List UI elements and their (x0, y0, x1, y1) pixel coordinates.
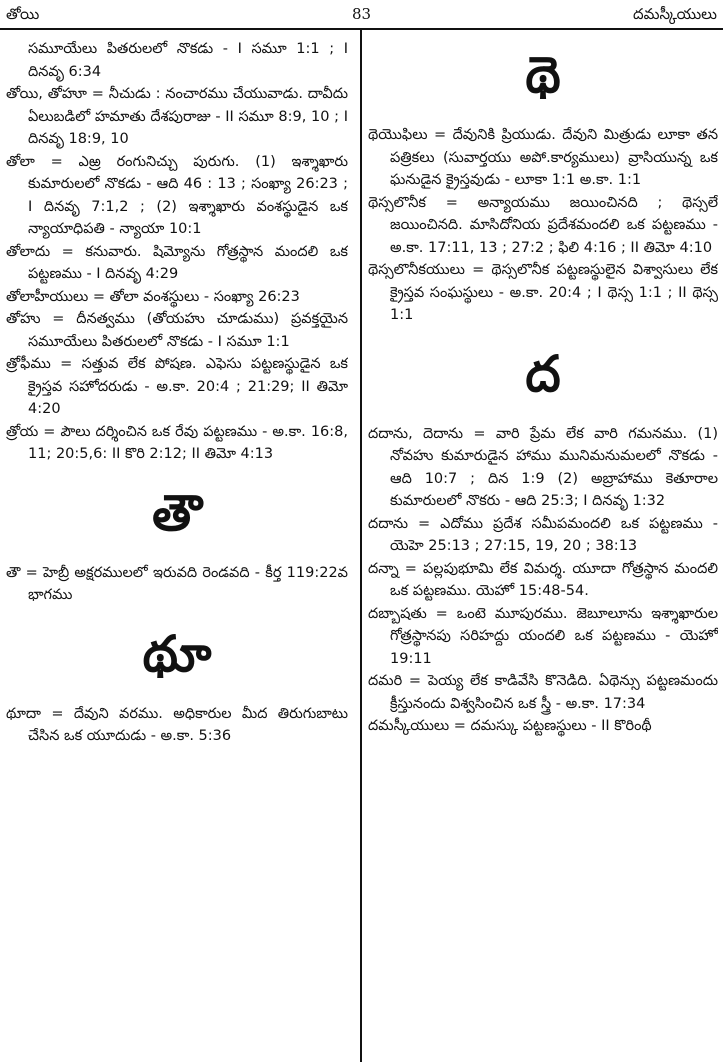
left-column (6, 38, 348, 1060)
page-number: 83 (351, 5, 372, 23)
dictionary-entry: దమరి = పెయ్య లేక కాడివేసి కొనెడిది. ఏథెన్సు పట్టణమందు క్రీస్తునందు విశ్వసించిన ఒక స్త్రీ - అ.కా. 17:34 (368, 673, 718, 712)
dictionary-entry: థూదా = దేవుని వరము. అధికారుల మీద తిరుగుబాటు చేసిన ఒక యూదుడు - అ.కా. 5:36 (6, 705, 348, 744)
dictionary-entry: దబ్బాషతు = ఒంటె మూపురము. జెబూలూను ఇశ్శాఖారుల గోత్రస్థానపు సరిహద్దు యందలి ఒక పట్టణము - యెహో 19:11 (368, 605, 718, 667)
dictionary-entry: దదాను, దెదాను = వారి ప్రేమ లేక వారి గమనము. (1) నోవహు కుమారుడైన హాము మునిమనుమలలో నొకడు - ఆది 10:7 ; దిన 1:9 (2) అబ్రాహాము కెతూరాల కుమారులలో నొకరు - ఆది 25:3; I దినవృ 1:32 (368, 425, 718, 509)
right-column (368, 38, 718, 1060)
dictionary-entry: థెస్సలొనీక = అన్యాయము జయించినది ; థెస్సలే జయించినది. మాసిదోనియ ప్రదేశమందలి ఒక పట్టణము - అ.కా. 17:11, 13 ; 27:2 ; ఫిలి 4:16 ; II తిమో 4:10 (368, 194, 718, 256)
dictionary-entry: తోలాదు = కనువారు. షిమ్యోను గోత్రస్థాన మందలి ఒక పట్టణము - I దినవృ 4:29 (6, 243, 348, 282)
running-head-left: తోయి (6, 5, 40, 23)
dictionary-entry: తోహు = దీనత్వము (తోయహు చూడుము) ప్రవక్తయైన సమూయేలు పితరులలో నొకడు - I సమూ 1:1 (6, 311, 348, 350)
dictionary-entry: థెస్సలొనీకయులు = థెస్సలొనీక పట్టణస్థులైన విశ్వాసులు లేక క్రైస్తవ సంఘస్థులు - అ.కా. 20:4 ; I థెస్స 1:1 ; II థెస్స 1:1 (368, 262, 718, 323)
column-divider (360, 30, 362, 1062)
dictionary-entry: తోలాహీయులు = తోలా వంశస్థులు - సంఖ్యా 26:23 (6, 288, 300, 305)
section-letter-heading: థె (525, 46, 561, 104)
dictionary-entry: త్రోఫీము = సత్తువ లేక పోషణ. ఎఫెసు పట్టణస్థుడైన ఒక క్రైస్తవ సహోదరుడు - అ.కా. 20:4 ; 21:29; II తిమో 4:20 (6, 356, 348, 417)
dictionary-entry: థెయొఫిలు = దేవునికి ప్రియుడు. దేవుని మిత్రుడు లూకా తన పత్రికలు (సువార్తయు అపో.కార్యములు) వ్రాసియున్న ఒక ఘనుడైన క్రైస్తవుడు - లూకా 1:1 అ.కా. 1:1 (368, 127, 718, 188)
section-letter-heading: తౌ (152, 483, 202, 542)
section-letter-heading: ద (525, 344, 561, 403)
dictionary-entry: దన్నా = పల్లపుభూమి లేక విమర్శ. యూదా గోత్రస్థాన మందలి ఒక పట్టణము. యెహో 15:48-54. (368, 560, 718, 599)
dictionary-entry: త్రోయ = పౌలు దర్శించిన ఒక రేవు పట్టణము - అ.కా. 16:8, 11; 20:5,6: II కొరి 2:12; II తిమో 4:13 (6, 423, 348, 462)
section-letter-heading: థూ (142, 624, 212, 683)
page-header (0, 0, 723, 28)
dictionary-entry: తౌ = హెబ్రీ అక్షరములలో ఇరువది రెండవది - కీర్త 119:22వ భాగము (6, 564, 348, 603)
dictionary-entry: తోయి, తోహూ = నీచుడు : నంచారము చేయువాడు. దావీదు ఏలుబడిలో హమాతు దేశపురాజు - II సమూ 8:9, 10 ; I దినవృ 18:9, 10 (6, 86, 348, 147)
dictionary-entry: దమస్కీయులు = దమస్కు పట్టణస్థులు - II కొరింథీ (368, 718, 652, 734)
dictionary-entry: తోలా = ఎఱ్ర రంగునిచ్చు పురుగు. (1) ఇశ్శాఖారు కుమారులలో నొకడు - ఆది 46 : 13 ; సంఖ్యా 26:23 ; I దినవృ 7:1,2 ; (2) ఇశ్శాఖారు వంశస్థుడైన ఒక న్యాయాధిపతి - న్యాయా 10:1 (6, 153, 348, 237)
running-head-right: దమస్కీయులు (633, 5, 717, 23)
dictionary-entry: సమూయేలు పితరులలో నొకడు - I సమూ 1:1 ; I దినవృ 6:34 (28, 41, 348, 80)
dictionary-entry: దదాను = ఎదోము ప్రదేశ సమీపమందలి ఒక పట్టణము - యెహె 25:13 ; 27:15, 19, 20 ; 38:13 (368, 515, 718, 554)
